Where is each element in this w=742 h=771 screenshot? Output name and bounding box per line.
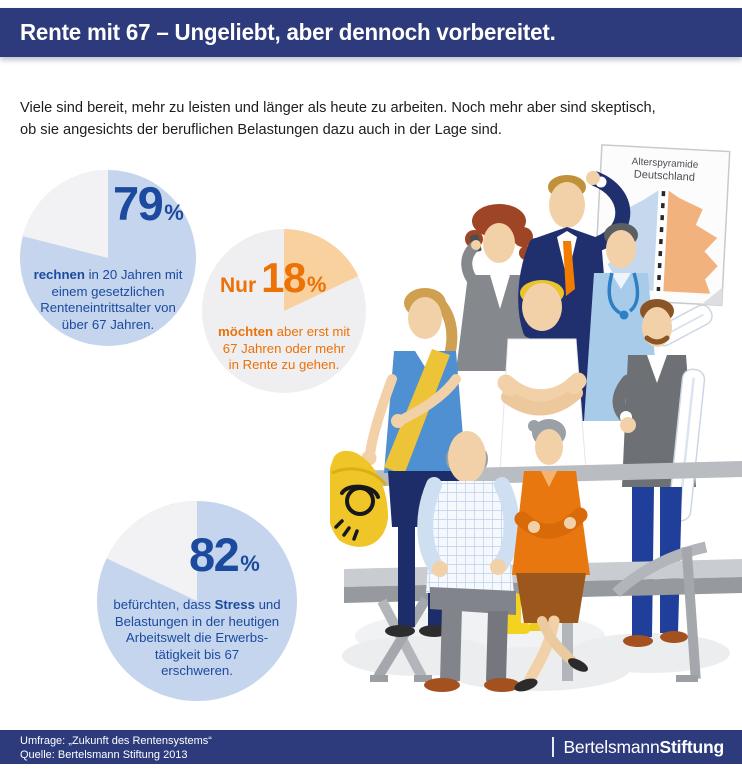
pie-18-caption: möchten aber erst mit 67 Jahren oder mehr in Rente zu gehen. — [218, 324, 350, 373]
logo-text-bold: Stiftung — [659, 736, 724, 757]
poster-title-line1: Alterspyramide — [631, 156, 699, 171]
pie-18-number: 18 — [261, 254, 305, 301]
pie-18-percent-sign: % — [306, 272, 327, 297]
page-title: Rente mit 67 – Ungeliebt, aber dennoch vorbereitet. — [20, 19, 556, 45]
pie-79-caption: rechnen in 20 Jahren mit einem gesetzlichen Renteneintrittsalter von über 67 Jahren. — [33, 267, 183, 332]
pie-79-percent-sign: % — [164, 200, 184, 225]
pie-82-value — [189, 527, 260, 582]
pie-18-value — [220, 254, 326, 302]
people-illustration — [330, 141, 742, 731]
source-text — [20, 734, 212, 762]
pie-82-caption: befürchten, dass Stress und Belastungen in der heutigen Arbeitswelt die Erwerbs- tätigkeit bis 67 erschweren. — [113, 597, 281, 679]
logo-text-regular: Bertelsmann — [563, 736, 660, 757]
intro-text — [20, 97, 726, 141]
poster-title-line2: Deutschland — [633, 168, 696, 184]
pie-18-prefix: Nur — [220, 274, 257, 297]
pie-chart-82 — [95, 499, 299, 703]
pie-82-number: 82 — [189, 528, 239, 581]
logo-divider — [552, 737, 554, 757]
source-line: Quelle: Bertelsmann Stiftung 2013 — [20, 749, 188, 761]
pie-82-percent-sign: % — [240, 551, 260, 576]
pie-79-number: 79 — [113, 177, 163, 230]
footer-bar — [0, 730, 742, 764]
pie-79-value — [113, 176, 184, 231]
survey-line: Umfrage: „Zukunft des Rentensystems“ — [20, 735, 212, 747]
intro-line-1: Viele sind bereit, mehr zu leisten und länger als heute zu arbeiten. Noch mehr aber sind skeptisch, — [20, 99, 656, 116]
intro-line-2: ob sie angesichts der beruflichen Belastungen dazu auch in der Lage sind. — [20, 121, 502, 138]
header-bar — [0, 8, 742, 57]
pie-chart-79 — [18, 168, 198, 348]
pie-chart-18 — [200, 227, 368, 395]
post-bag — [330, 451, 388, 547]
bertelsmann-stiftung-logo — [552, 730, 724, 764]
